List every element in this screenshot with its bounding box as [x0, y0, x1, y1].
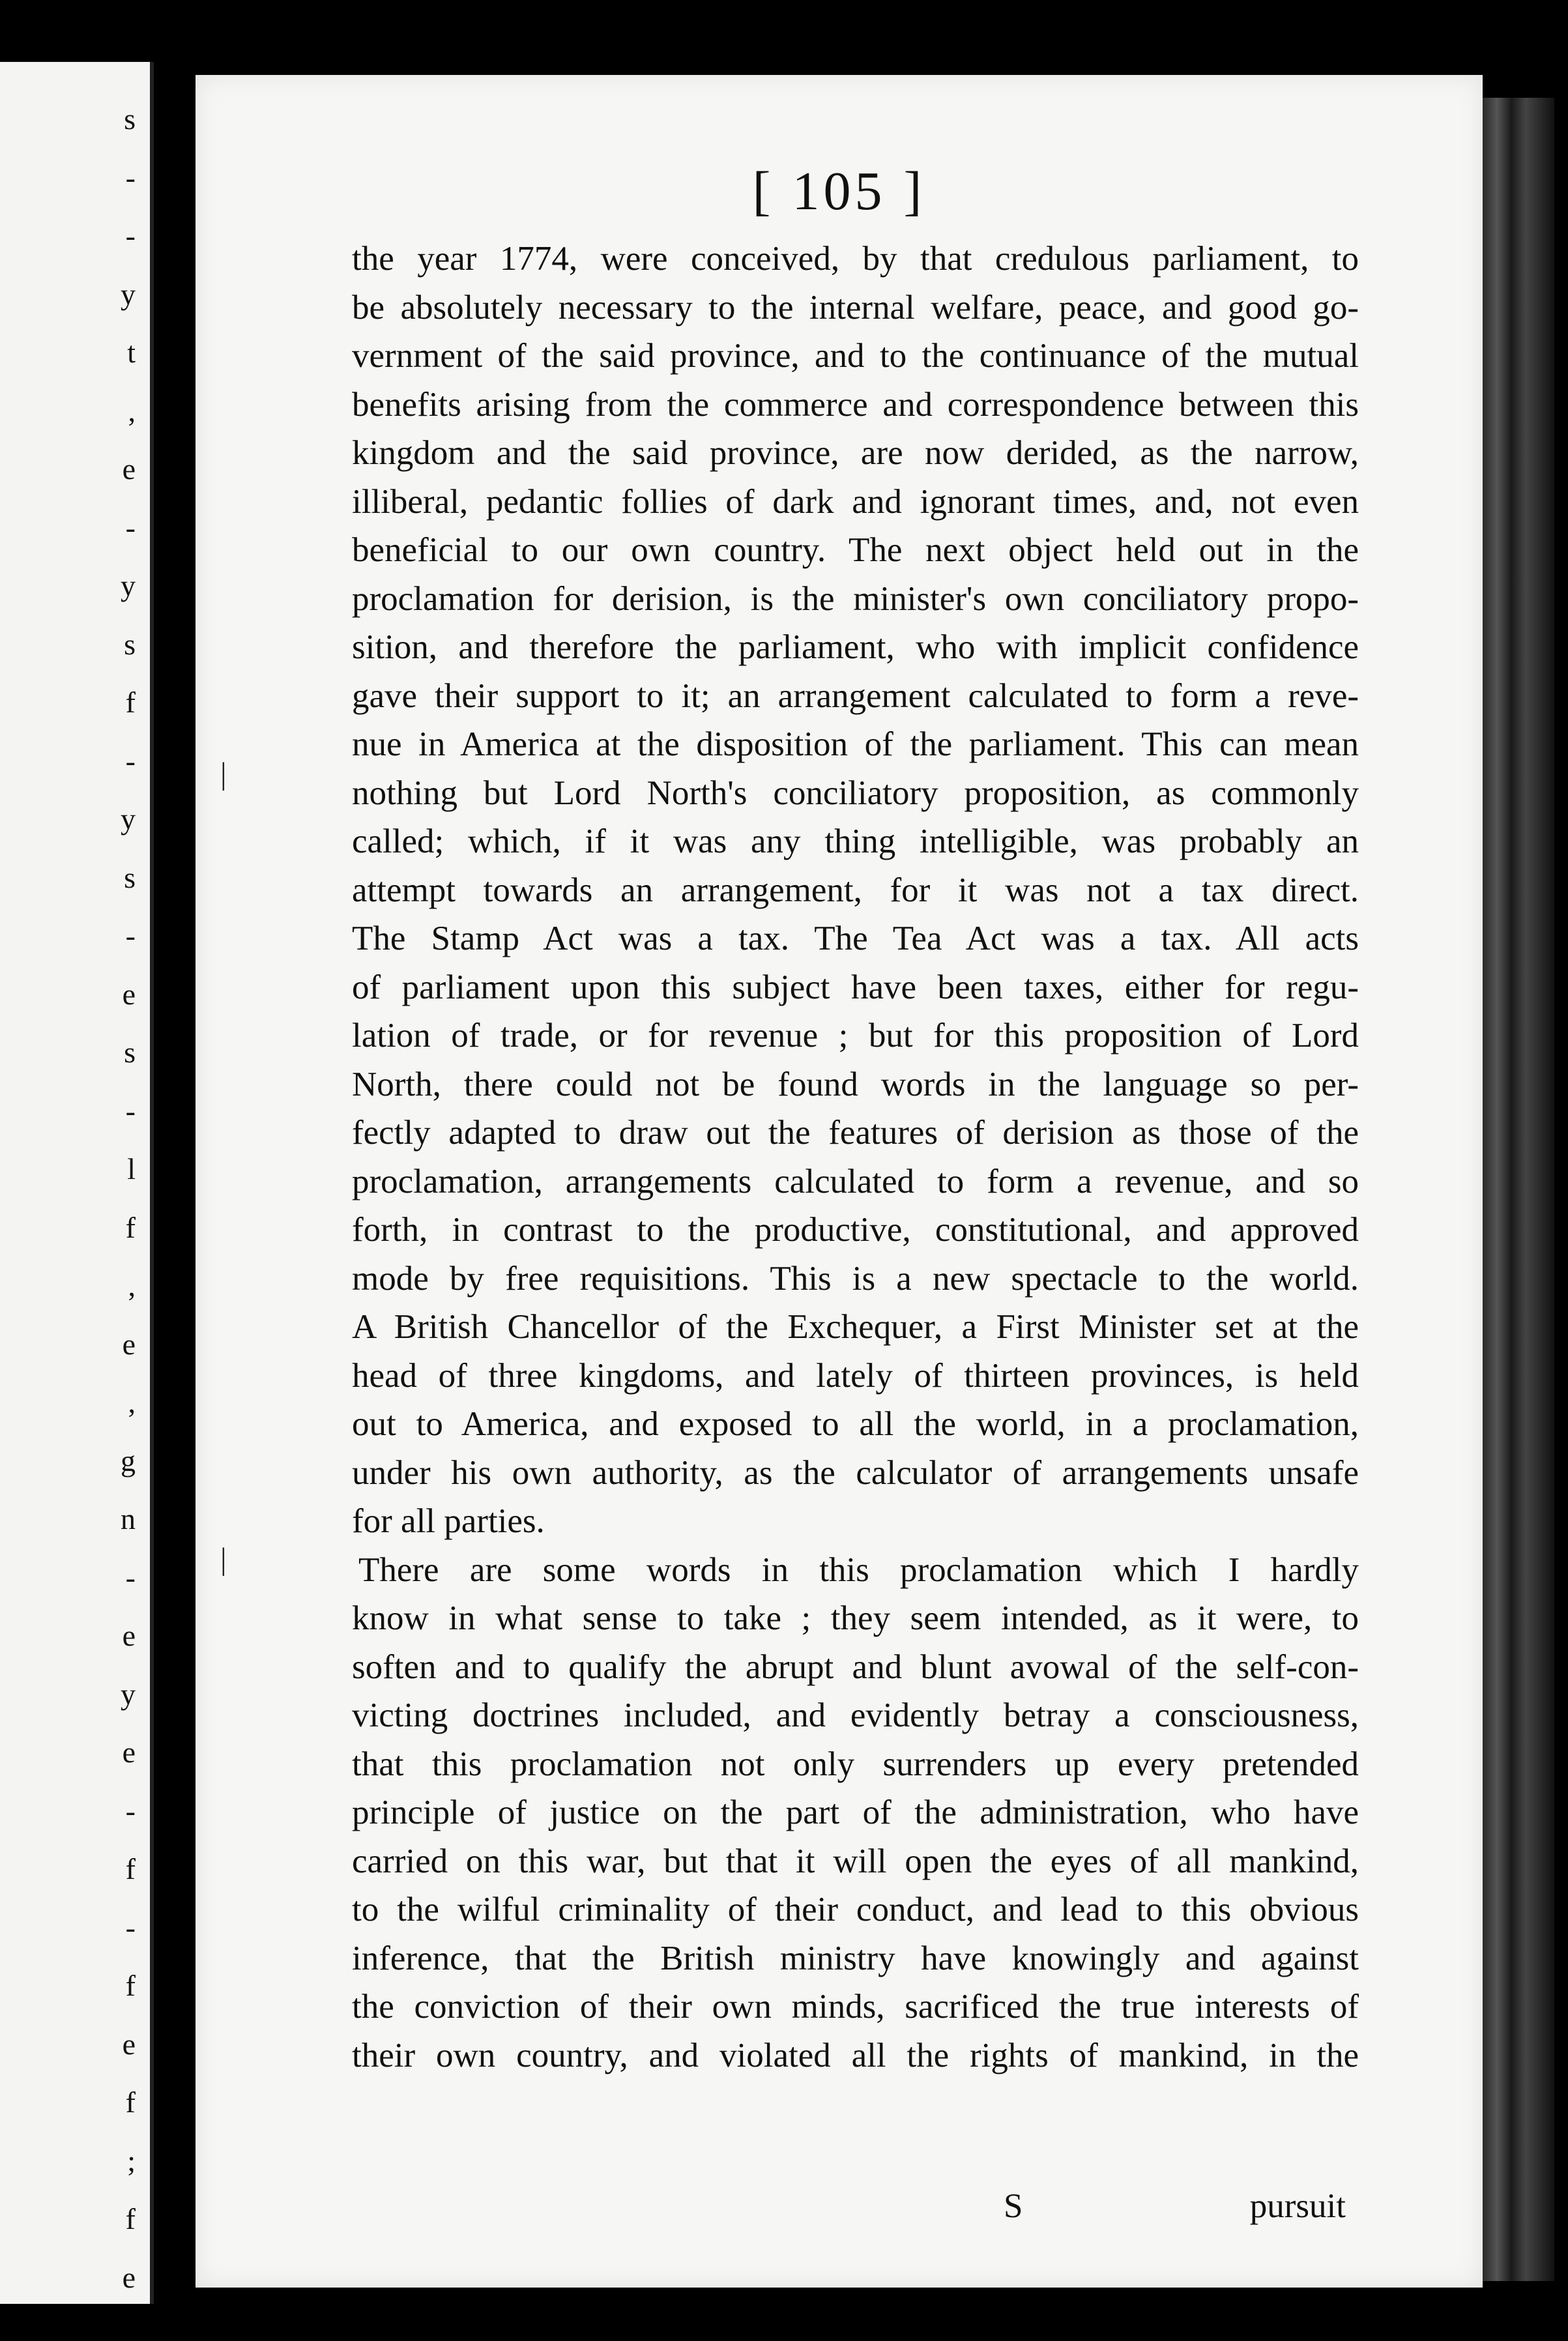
text-line: principle of justice on the part of the administration, who have: [352, 1794, 1359, 1831]
signature-mark: S: [1004, 2187, 1023, 2225]
text-line: The Stamp Act was a tax. The Tea Act was a tax. All acts: [352, 920, 1359, 957]
margin-letter: -: [125, 1560, 136, 1594]
text-line: sition, and therefore the parliament, who with implicit confidence: [352, 628, 1359, 666]
margin-letter: -: [125, 1794, 136, 1827]
text-line: for all parties.: [352, 1502, 545, 1540]
margin-letter: y: [121, 802, 136, 836]
previous-page-margin-letters: [0, 62, 150, 2304]
text-line: inference, that the British ministry have knowingly and against: [352, 1939, 1359, 1977]
margin-letter: -: [125, 219, 136, 252]
margin-letter: f: [125, 2086, 136, 2119]
margin-letter: e: [122, 2027, 136, 2061]
text-line: out to America, and exposed to all the world, in a proclamation,: [352, 1405, 1359, 1443]
text-line: the conviction of their own minds, sacrificed the true interests of: [352, 1988, 1359, 2026]
text-line: of parliament upon this subject have been taxes, either for regu-: [352, 968, 1359, 1006]
margin-letter: e: [122, 2260, 136, 2294]
margin-letter: t: [127, 336, 136, 369]
margin-letter: y: [121, 1677, 136, 1711]
margin-letter: e: [122, 1327, 136, 1361]
text-line: to the wilful criminality of their conduct, and lead to this obvious: [352, 1891, 1359, 1928]
margin-letter: e: [122, 1736, 136, 1769]
margin-letter: e: [122, 452, 136, 486]
margin-letter: -: [125, 160, 136, 194]
margin-letter: e: [122, 977, 136, 1011]
text-line: proclamation for derision, is the minister's own conciliatory propo-: [352, 579, 1359, 618]
text-line: nue in America at the disposition of the parliament. This can mean: [352, 725, 1359, 763]
text-line: victing doctrines included, and evidently betray a consciousness,: [352, 1696, 1359, 1734]
text-line: soften and to qualify the abrupt and blunt avowal of the self-con-: [352, 1648, 1359, 1686]
margin-mark: |: [220, 757, 227, 791]
text-line: fectly adapted to draw out the features of derision as those of the: [352, 1114, 1359, 1152]
margin-letter: ,: [128, 1269, 136, 1302]
text-line: There are some words in this proclamation which I hardly: [358, 1550, 1359, 1589]
book-page: [196, 75, 1483, 2288]
margin-letter: ,: [128, 394, 136, 428]
margin-letter: -: [125, 919, 136, 952]
text-line: vernment of the said province, and to the continuance of the mutual: [352, 337, 1359, 375]
text-line: under his own authority, as the calculator of arrangements unsafe: [352, 1453, 1359, 1492]
text-line: the year 1774, were conceived, by that credulous parliament, to: [352, 240, 1359, 278]
margin-letter: l: [127, 1152, 136, 1185]
text-line: that this proclamation not only surrenders up every pretended: [352, 1745, 1359, 1783]
margin-letter: s: [124, 860, 136, 894]
margin-letter: -: [125, 744, 136, 778]
text-line: know in what sense to take ; they seem intended, as it were, to: [352, 1599, 1359, 1637]
previous-page-edge: [0, 62, 154, 2304]
margin-letter: e: [122, 1619, 136, 1652]
text-line: head of three kingdoms, and lately of thirteen provinces, is held: [352, 1356, 1359, 1395]
margin-letter: ;: [127, 2144, 136, 2177]
catchword: pursuit: [1249, 2187, 1346, 2225]
text-line: A British Chancellor of the Exchequer, a First Minister set at the: [352, 1308, 1359, 1346]
page-block-edge: [1483, 98, 1554, 2281]
margin-letter: -: [125, 1910, 136, 1944]
text-line: gave their support to it; an arrangement calculated to form a reve-: [352, 676, 1359, 715]
page-body-text: [352, 235, 1359, 2080]
text-line: called; which, if it was any thing intelligible, was probably an: [352, 822, 1359, 860]
text-line: mode by free requisitions. This is a new spectacle to the world.: [352, 1259, 1359, 1298]
text-line: nothing but Lord North's conciliatory proposition, as commonly: [352, 774, 1359, 812]
text-line: lation of trade, or for revenue ; but for this proposition of Lord: [352, 1017, 1359, 1054]
text-line: forth, in contrast to the productive, constitutional, and approved: [352, 1211, 1359, 1249]
margin-letter: y: [121, 277, 136, 311]
margin-letter: ,: [128, 1386, 136, 1419]
text-line: be absolutely necessary to the internal welfare, peace, and good go-: [352, 288, 1359, 327]
margin-letter: f: [125, 686, 136, 719]
text-line: attempt towards an arrangement, for it was not a tax direct.: [352, 871, 1359, 909]
margin-letter: s: [124, 627, 136, 661]
text-line: North, there could not be found words in the language so per-: [352, 1065, 1359, 1103]
text-line: their own country, and violated all the rights of mankind, in the: [352, 2036, 1359, 2074]
margin-letter: f: [125, 2202, 136, 2235]
text-line: beneficial to our own country. The next object held out in the: [352, 531, 1359, 569]
margin-letter: f: [125, 1969, 136, 2002]
margin-letter: y: [121, 569, 136, 602]
text-line: kingdom and the said province, are now derided, as the narrow,: [352, 434, 1359, 472]
text-line: proclamation, arrangements calculated to form a revenue, and so: [352, 1162, 1359, 1200]
margin-letter: -: [125, 510, 136, 544]
text-line: carried on this war, but that it will open the eyes of all mankind,: [352, 1842, 1359, 1880]
page-number-header: [ 105 ]: [752, 161, 926, 222]
margin-letter: s: [124, 102, 136, 136]
text-line: benefits arising from the commerce and correspondence between this: [352, 385, 1359, 424]
margin-letter: f: [125, 1852, 136, 1885]
margin-letter: n: [121, 1502, 136, 1535]
margin-letter: f: [125, 1210, 136, 1244]
margin-letter: s: [124, 1036, 136, 1069]
text-line: illiberal, pedantic follies of dark and ignorant times, and, not even: [352, 482, 1359, 521]
margin-letter: g: [121, 1444, 136, 1477]
margin-letter: -: [125, 1094, 136, 1127]
margin-mark: |: [220, 1542, 227, 1577]
